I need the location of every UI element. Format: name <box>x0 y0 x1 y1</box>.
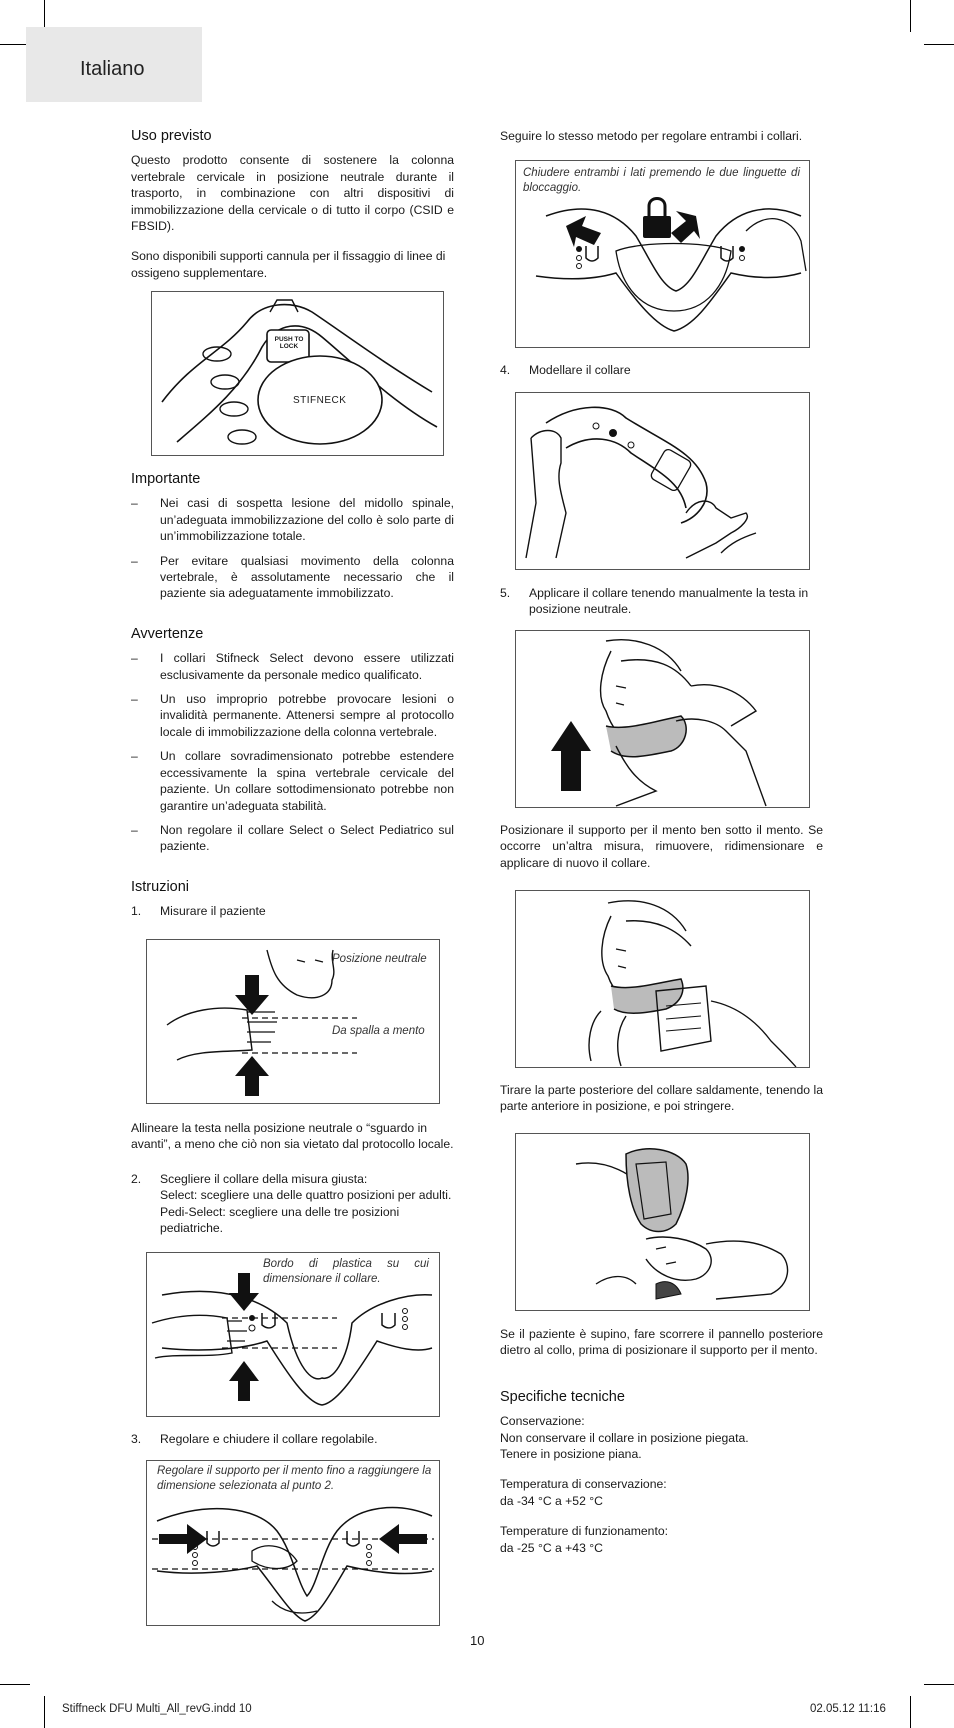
push-to-lock-label: PUSH TO LOCK <box>274 336 304 350</box>
align-paragraph: Allineare la testa nella posizione neutrale o “sguardo in avanti”, a meno che ciò non sia vietato dal protocollo locale. <box>131 1121 454 1152</box>
operating-temp-value: da -25 °C a +43 °C <box>500 1540 603 1555</box>
step-3-section <box>131 1431 454 1457</box>
select-label: Select: <box>160 1188 198 1203</box>
figure-caption: Chiudere entrambi i lati premendo le due linguette di bloccaggio. <box>523 167 800 194</box>
storage-temp-value: da -34 °C a +52 °C <box>500 1493 603 1508</box>
intended-use-section <box>131 128 454 295</box>
collar-lock-figure <box>151 291 444 456</box>
list-item: – Non regolare il collare Select o Select Pediatrico sul paziente. <box>131 822 454 855</box>
figure-caption: Regolare il supporto per il mento fino a raggiungere la dimensione selezionata al punto 2. <box>157 1465 432 1492</box>
storage-label: Conservazione: <box>500 1414 585 1429</box>
language-label: Italiano <box>80 58 145 80</box>
pedi-select-text: scegliere una delle tre posizioni pediatriche. <box>160 1204 400 1236</box>
warnings-title: Avvertenze <box>131 625 204 642</box>
crop-mark <box>924 1684 954 1685</box>
supine-patient-figure <box>515 1133 810 1311</box>
step-text: Scegliere il collare della misura giusta: <box>160 1171 368 1186</box>
list-item: – Nei casi di sospetta lesione del midollo spinale, un’adeguata immobilizzazione del collo è solo parte di un’immobilizzazione totale. <box>131 495 454 544</box>
step-text: Regolare e chiudere il collare regolabile. <box>160 1432 378 1446</box>
crop-mark <box>44 1696 45 1728</box>
align-step2-section <box>131 1120 454 1246</box>
specs-title: Specifiche tecniche <box>500 1388 625 1405</box>
step-3 <box>131 1431 454 1447</box>
warnings-list <box>131 650 454 854</box>
crop-mark <box>910 0 911 32</box>
lock-both-sides-figure <box>515 160 810 348</box>
select-text: scegliere una delle quattro posizioni per adulti. <box>197 1188 452 1203</box>
crop-mark <box>0 1684 30 1685</box>
operating-temp-label: Temperature di funzionamento: <box>500 1524 669 1539</box>
step-text: Applicare il collare tenendo manualmente la testa in posizione neutrale. <box>529 586 809 617</box>
step-text: Modellare il collare <box>529 363 631 377</box>
language-tab <box>26 27 202 102</box>
step-number: 3. <box>131 1432 142 1446</box>
page-number: 10 <box>470 1633 485 1648</box>
storage-line-2: Tenere in posizione piana. <box>500 1447 642 1462</box>
storage-line-1: Non conservare il collare in posizione piegata. <box>500 1430 749 1445</box>
step-number: 1. <box>131 904 142 919</box>
footer-date: 02.05.12 11:16 <box>810 1703 886 1715</box>
figure-caption: Bordo di plastica su cui dimensionare il collare. <box>263 1258 429 1285</box>
step-5-section <box>500 585 823 628</box>
step-number: 4. <box>500 363 511 377</box>
collar-sizing-figure <box>146 1252 440 1417</box>
measure-patient-figure <box>146 939 440 1104</box>
important-title: Importante <box>131 471 201 487</box>
list-item: – I collari Stifneck Select devono essere utilizzati esclusivamente da personale medico qualificato. <box>131 650 454 683</box>
footer-file: Stiffneck DFU Multi_All_revG.indd 10 <box>62 1703 252 1715</box>
figure-caption: Posizione neutrale <box>332 953 427 965</box>
adjust-chin-figure <box>146 1460 440 1626</box>
supine-section <box>500 1326 823 1556</box>
pull-section <box>500 1082 823 1129</box>
list-item: – Per evitare qualsiasi movimento della colonna vertebrale, è assolutamente necessario che il paziente sia adeguatamente immobilizzato. <box>131 553 454 602</box>
storage-temp-label: Temperatura di conservazione: <box>500 1477 667 1492</box>
same-method-section <box>500 128 823 158</box>
step-number: 5. <box>500 586 511 600</box>
intended-use-paragraph: Questo prodotto consente di sostenere la colonna vertebrale cervicale in posizione neutrale durante il trasporto, in combinazione con altri dispositivi di immobilizzazione della cervicale o di tutto il corpo (CSID e FBSID). <box>131 153 454 234</box>
step-4-section <box>500 362 823 388</box>
important-list <box>131 495 454 601</box>
step-4 <box>500 362 823 378</box>
chin-support-section <box>500 822 823 885</box>
instructions-title: Istruzioni <box>131 878 190 895</box>
cannula-paragraph: Sono disponibili supporti cannula per il fissaggio di linee di ossigeno supplementare. <box>131 249 446 280</box>
crop-mark <box>924 44 954 45</box>
chin-support-text: Posizionare il supporto per il mento ben sotto il mento. Se occorre un’altra misura, rimuovere, ridimensionare e applicare di nuovo il collare. <box>500 823 823 870</box>
shape-collar-figure <box>515 392 810 570</box>
step-5 <box>500 585 823 618</box>
crop-mark <box>910 1696 911 1728</box>
same-method-text: Seguire lo stesso metodo per regolare entrambi i collari. <box>500 129 803 143</box>
figure-caption: Da spalla a mento <box>332 1025 425 1037</box>
supine-text: Se il paziente è supino, fare scorrere il pannello posteriore dietro al collo, prima di posizionare il supporto per il mento. <box>500 1327 823 1358</box>
step-text: Misurare il paziente <box>160 904 266 919</box>
important-warnings-section <box>131 471 454 930</box>
list-item: – Un uso improprio potrebbe provocare lesioni o invalidità permanente. Attenersi sempre al protocollo locale di immobilizzazione della colonna vertebrale. <box>131 691 454 740</box>
step-2 <box>131 1171 454 1237</box>
pedi-select-label: Pedi-Select: <box>160 1204 226 1219</box>
chin-position-figure <box>515 890 810 1068</box>
list-item: – Un collare sovradimensionato potrebbe estendere eccessivamente la spina vertebrale cervicale del paziente. Un collare sottodimensionato potrebbe non garantire un’adeguata stabilità. <box>131 748 454 814</box>
intended-use-title: Uso previsto <box>131 128 212 144</box>
pull-text: Tirare la parte posteriore del collare saldamente, tenendo la parte anteriore in posizione, e poi stringere. <box>500 1083 823 1114</box>
apply-collar-figure <box>515 630 810 808</box>
step-1 <box>131 903 454 919</box>
stifneck-brand-label: STIFNECK <box>293 395 347 406</box>
step-number: 2. <box>131 1171 142 1186</box>
